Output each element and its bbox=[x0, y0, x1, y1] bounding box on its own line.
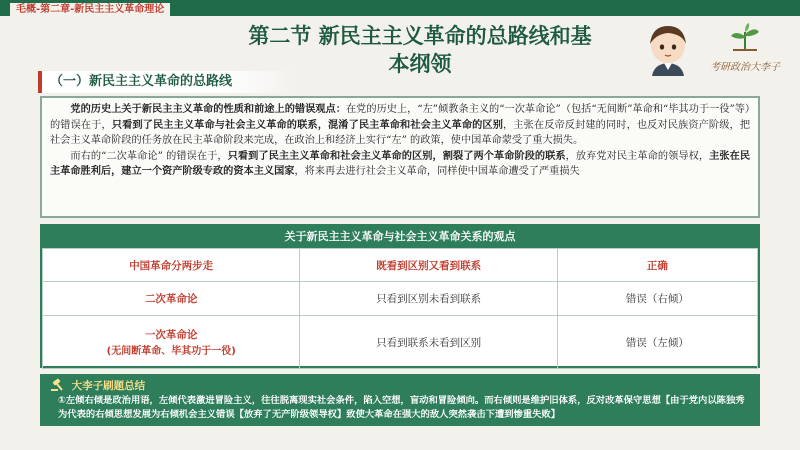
body-text: 在党的历史上，“左”倾教条主义的“一次革命论”（包括“无间断”革命和“毕其功于一役”等）的错误在于， bbox=[50, 104, 751, 131]
table-cell bbox=[43, 316, 300, 369]
table-header-cell: 既看到区别又看到联系 bbox=[300, 249, 557, 282]
table-cell: 只看到联系未看到区别 bbox=[300, 316, 557, 369]
table-cell bbox=[43, 282, 300, 316]
content-textbox bbox=[40, 96, 760, 218]
body-text: ，主张在反帝反封建的同时，也反对民族资产阶级，把社会主义革命阶段的任务放在民主革命阶段来完成，在政治上和经济上实行“左” 的政策，使中国革命蒙受了重大损失。 bbox=[50, 119, 751, 147]
table-title: 关于新民主主义革命与社会主义革命关系的观点 bbox=[42, 226, 758, 248]
avatar bbox=[640, 20, 696, 76]
body-text: 而右的“二次革命论” 的错误在于， bbox=[70, 150, 228, 162]
summary-heading bbox=[50, 378, 750, 394]
page-title bbox=[210, 22, 630, 78]
relation-table bbox=[40, 224, 760, 368]
table-cell: 只看到区别未看到联系 bbox=[300, 282, 557, 316]
breadcrumb: 毛概-第二章-新民主主义革命理论 bbox=[10, 3, 170, 16]
cell-text: 一次革命论 bbox=[144, 329, 198, 341]
emphasis-text: 党的历史上关于新民主主义革命的性质和前途上的错误观点： bbox=[70, 103, 346, 115]
table-header-cell: 中国革命分两步走 bbox=[43, 249, 300, 282]
summary-heading-text: 大李子刷题总结 bbox=[71, 380, 146, 392]
page-title-line1: 第二节 新民主主义革命的总路线和基 bbox=[248, 24, 592, 48]
gavel-icon bbox=[50, 378, 64, 392]
paragraph-1 bbox=[50, 102, 750, 149]
emphasis-text: 主张在民主革命胜利后，建立一个资产阶级专政的资本主义国家 bbox=[50, 149, 751, 178]
body-text: ，将来再去进行社会主义革命，同样使中国革命遭受了严重损失 bbox=[294, 166, 580, 178]
table-row bbox=[43, 282, 758, 316]
emphasis-text: 只看到了民主主义革命和社会主义革命的区别，割裂了两个革命阶段的联系 bbox=[227, 149, 566, 162]
paragraph-2 bbox=[50, 149, 750, 180]
section-heading: （一）新民主主义革命的总路线 bbox=[38, 71, 298, 93]
summary-body: ①左倾右倾是政治用语，左倾代表激进冒险主义，往往脱离现实社会条件，陷入空想，盲动和冒险倾向。而右倾则是维护旧体系，反对改革保守思想【由于党内以陈独秀为代表的右倾思想发展为右倾机会主义错误【放弃了无产阶级领导权】致使大革命在强大的敌人突然袭击下遭到惨重失败】 bbox=[58, 395, 745, 420]
table-cell: 错误（右倾） bbox=[557, 282, 757, 316]
table-cell: 错误（左倾） bbox=[557, 316, 757, 369]
emphasis-text: 只看到了民主主义革命与社会主义革命的联系，混淆了民主革命和社会主义革命的区别 bbox=[111, 118, 504, 131]
cell-subtext: (无间断革命、毕其功于一役) bbox=[106, 346, 236, 357]
table-header-cell: 正确 bbox=[557, 249, 757, 282]
brand-logo bbox=[702, 22, 788, 72]
table-header-row bbox=[43, 249, 758, 282]
plant-logo-icon bbox=[725, 22, 765, 52]
summary-box bbox=[40, 374, 760, 426]
logo-text: 考研政治大李子 bbox=[710, 62, 780, 73]
table-row bbox=[43, 316, 758, 369]
views-table bbox=[42, 248, 758, 369]
cell-text: 二次革命论 bbox=[144, 293, 198, 305]
body-text: ，放弃党对民主革命的领导权， bbox=[565, 150, 710, 162]
page-title-line2: 本纲领 bbox=[388, 52, 452, 76]
